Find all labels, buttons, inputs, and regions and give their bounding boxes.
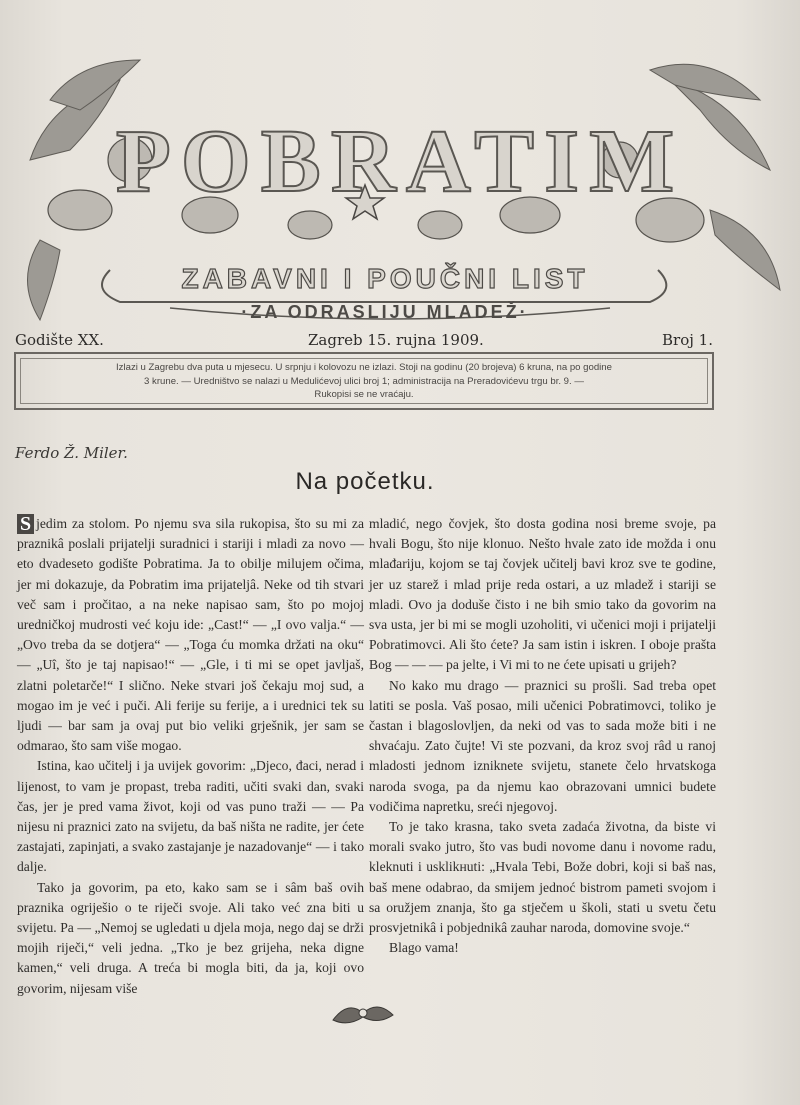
masthead-title: POBRATIM: [115, 112, 685, 211]
info-line-1: Izlazi u Zagrebu dva puta u mjesecu. U srpnju i kolovozu ne izlazi. Stoji na godinu (20 brojeva) 6 kruna, na po godine: [116, 362, 612, 373]
end-ornament-icon: [328, 995, 398, 1031]
article-column-left: [17, 514, 364, 999]
issue-date: Zagreb 15. rujna 1909.: [308, 331, 484, 349]
info-line-3: Rukopisi se ne vraćaju.: [314, 389, 414, 400]
paragraph: Istina, kao učitelj i ja uvijek govorim: „Djeco, đaci, nerad i lijenost, to vam je propast, treba raditi, učiti svaki dan, svaki čas, jer je pred vama život, koji od vas puno traži — — Pa nijesu ni praznici zato na svijetu, da baš ništa ne radite, jer ćete zastajati, zapinjati, a svako zastajanje je nazadovanje“ — i tako dalje.: [17, 758, 364, 875]
masthead: [10, 40, 790, 330]
article-author: Ferdo Ž. Miler.: [15, 444, 128, 462]
volume-label: Godište XX.: [15, 331, 104, 349]
paragraph: Tako ja govorim, pa eto, kako sam se i sâm baš ovih praznika ogriješio o te riječi svoje. Ali tako već zna biti u svijetu. Pa — „Nemoj se ugledati u djela moja, nego daj se drži mojih riječi,“ veli jedna. „Tko je bez grijeha, neka digne kamen,“ veli druga. A treća bi mogla biti, da ja, koji ovo govorim, nijesam više: [17, 879, 364, 996]
issue-number: Broj 1.: [662, 331, 713, 349]
paragraph: Blago vama!: [389, 940, 459, 956]
issue-line: [15, 331, 713, 353]
drop-cap: S: [17, 514, 34, 534]
info-line-2: 3 krune. — Uredništvo se nalazi u Medulićevoj ulici broj 1; administracija na Preradovićevu trgu br. 9. —: [144, 375, 584, 387]
paragraph: To je tako krasna, tako sveta zadaća životna, da biste vi morali svako jutro, što vas budi novome danu i novome radu, kleknuti i usklikнuti: „Hvala Tebi, Bože dobri, koji si baš nas, baš mene odabrao, da smijem jednoć bistrom pameti svojom i sa oružjem znanja, što ga stječem u školi, stati u svetu četu prosvjetnikâ i pobjednikâ zauhar naroda, domovine svoje.“: [369, 819, 716, 936]
paragraph: S jedim za stolom. Po njemu sva sila rukopisa, što su mi za praznikâ poslali prijatelji suradnici i stariji i mladi za novo — eto dvadeseto godište Pobratima. Ja to obilje milujem očima, jer mi dokazuje, da Pobratim ima prijateljâ. Neke od tih stvari več sam i pročitao, a na neke napisao sam, što po mojoj uredničkoj mudrosti već koju ide: „Cast!“ — „I ovo valja.“ — „Ovo treba da se dotjera“ — „Toga ću momka držati na oku“ — „Uî, što je taj napisao!“ — „Gle, i ti mi se opet javljaš, zlatni poletarče!“ I slično. Neke stvari još čekaju moj sud, a mogao im je već i puči. Ali ferije su ferije, a i urednici tek su ljudi — bar sam ja ovaj put bio veliki grješnik, jer sam se odmarao, što sam više mogao.: [17, 513, 364, 754]
masthead-audience: ·ZA ODRASLIJU MLADEŽ·: [241, 302, 529, 322]
article-column-right: [369, 514, 716, 958]
paragraph: No kako mu drago — praznici su prošli. Sad treba opet latiti se posla. Vaš posao, mili učenici Pobratimovci, toliko je častan i blagoslovljen, da neki od vas to sada može biti i ne shvaćaju. Zato čujte! Vi ste pozvani, da kroz svoj râd u ranoj mladosti jednom izniknete svijetu, stanete čelo hrvatskoga naroda svoga, pa da njemu kao obrazovani umnici budete vodičima napretku, sreći njegovoj.: [369, 677, 716, 814]
article-title: Na početku.: [295, 468, 435, 495]
masthead-subtitle: ZABAVNI I POUČNI LIST: [181, 263, 589, 294]
paragraph: mladić, nego čovjek, što dosta godina nosi breme svoje, pa hvali Bogu, što nije klonuo. Nešto hvale zato ide možda i onu mlađariju, kojom se taj čovjek učitelj bavi kroz sve te godine, jer uz starež i mlad prije reda ostari, a uz mladež i stariji se mladi. Ovo ja doduše čisto i ne bih smio tako da govorim na sva usta, jer bi mi se mogli uzoholiti, vi učenici moji i prijatelji Pobratimovci. Ali što ćete? Ja sam istin i iskren. I oboje prašta Bog — — — pa jelte, i Vi mi to ne ćete upisati u grijeh?: [369, 516, 716, 673]
subscription-info-box: [14, 352, 714, 410]
